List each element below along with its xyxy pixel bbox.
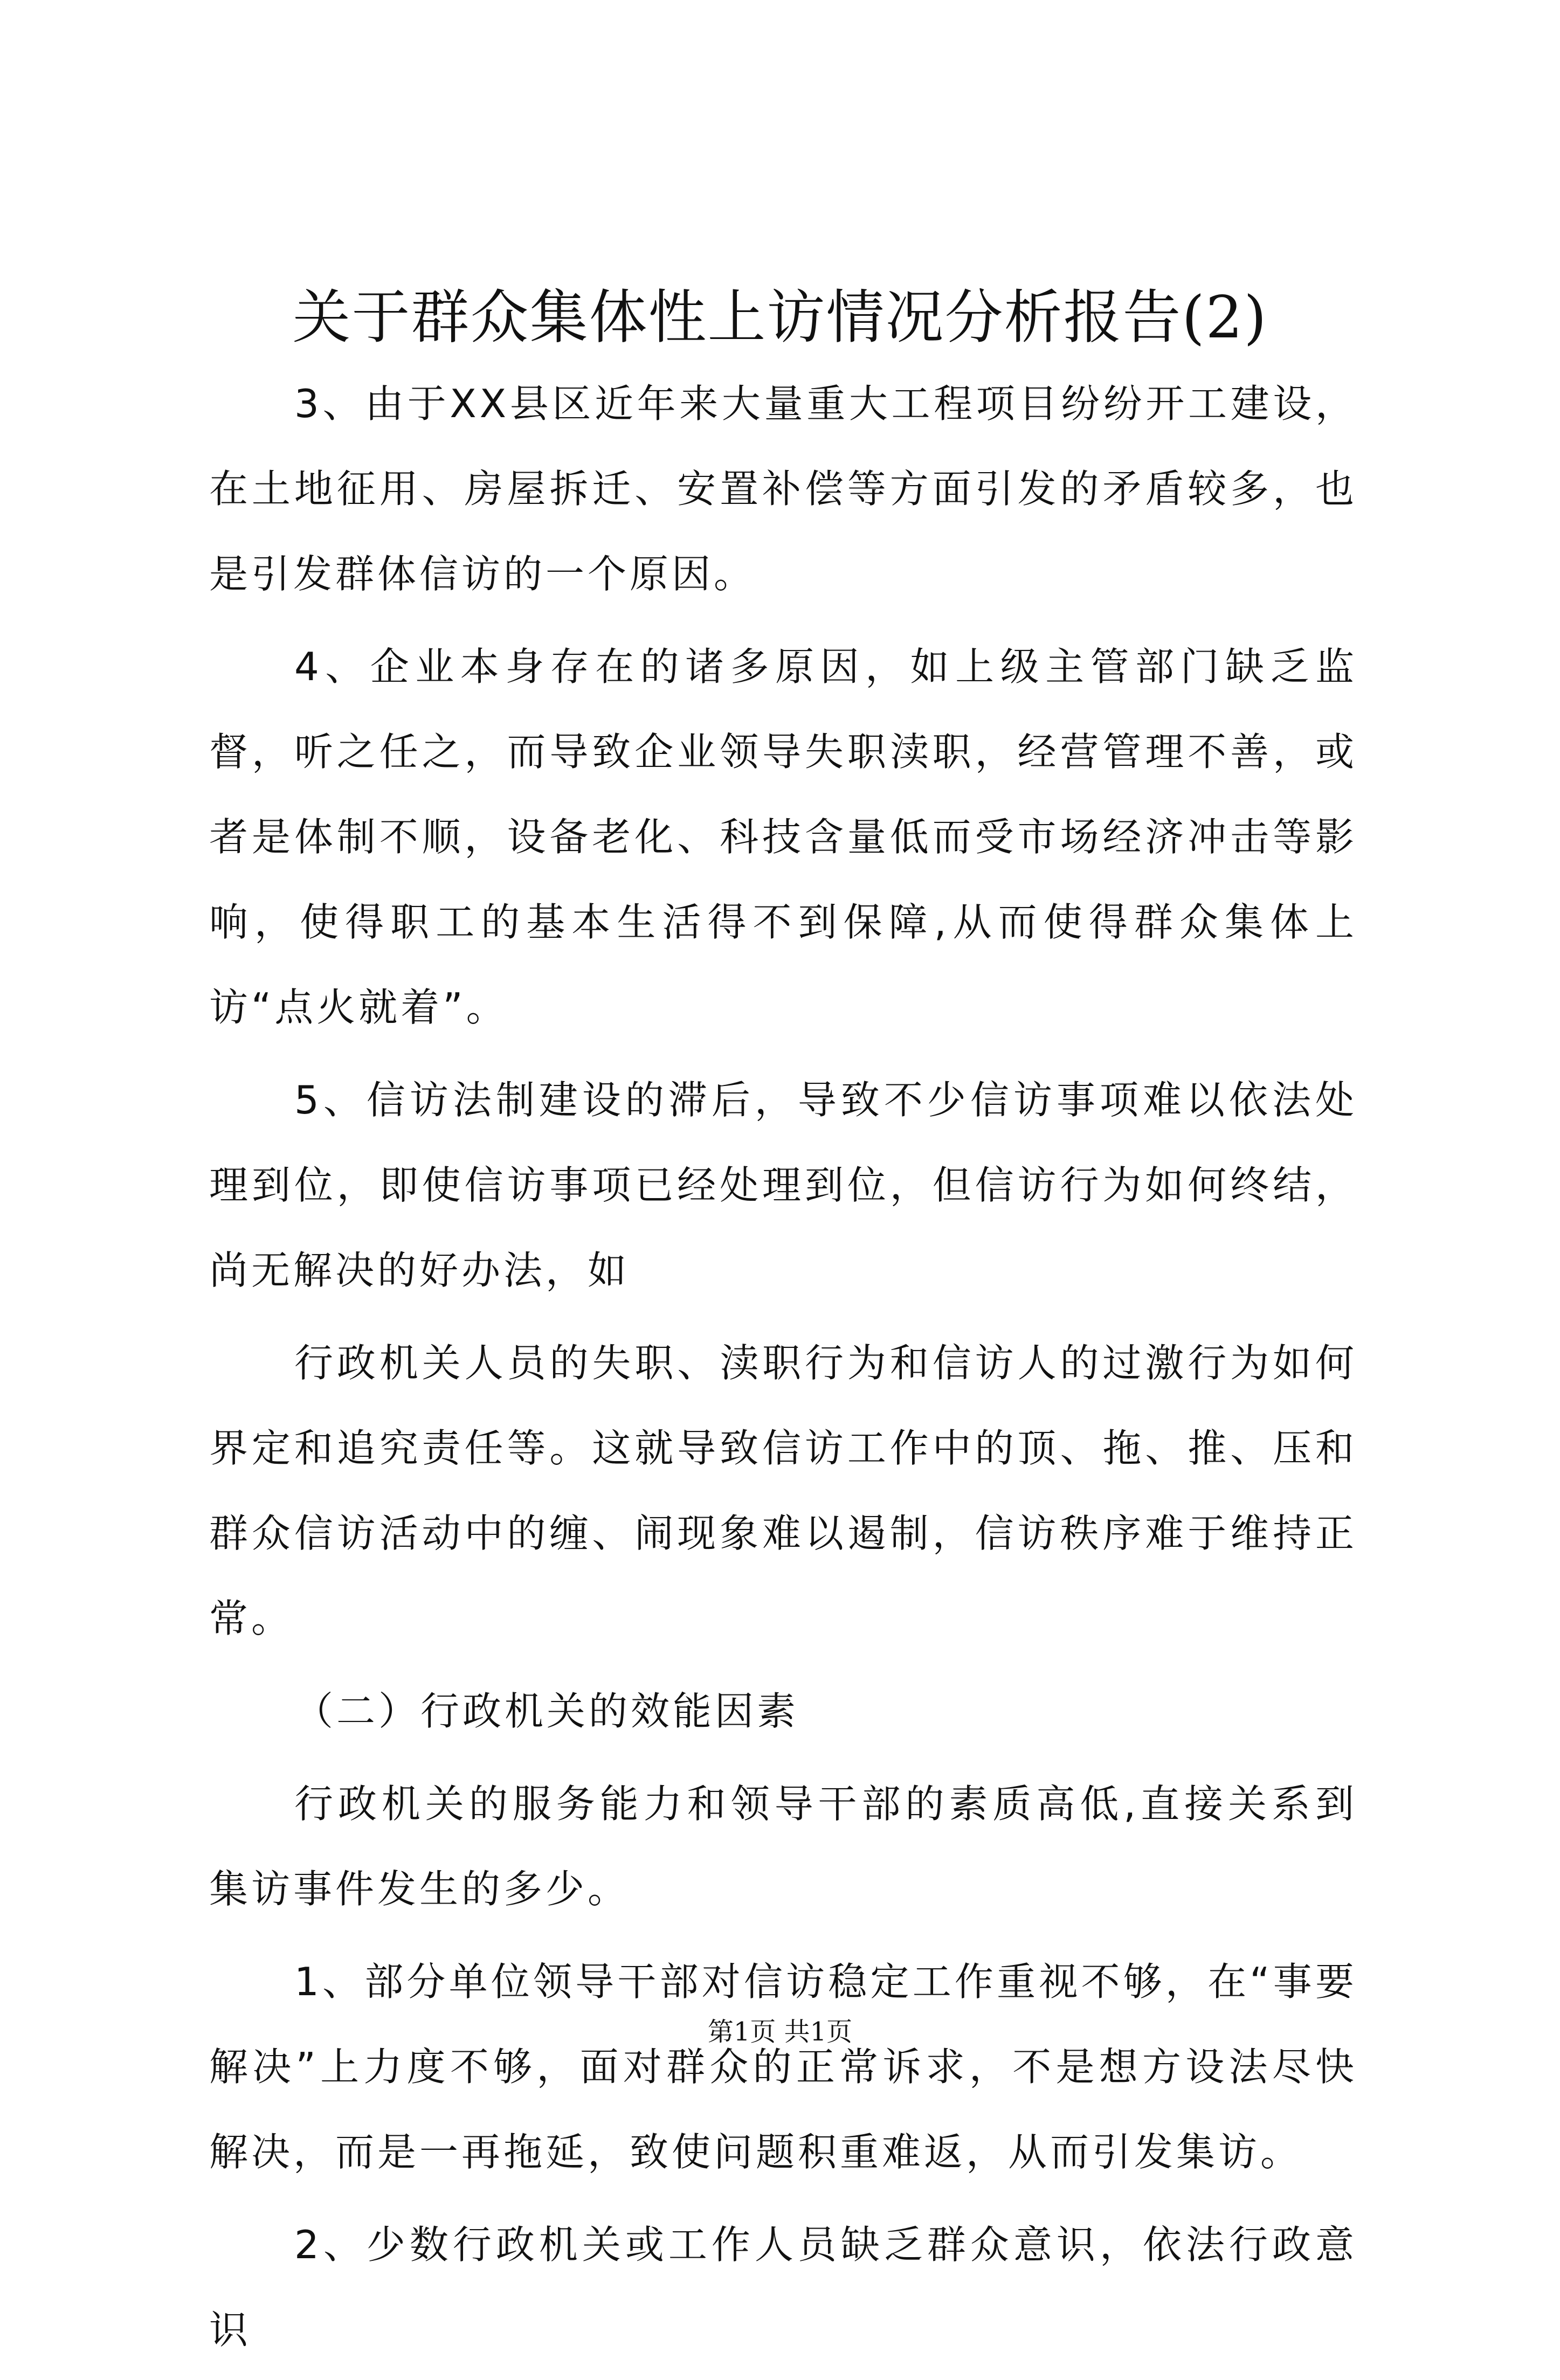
- paragraph-2: 2、少数行政机关或工作人员缺乏群众意识，依法行政意识: [209, 2222, 1357, 2353]
- page-number-footer: 第1页 共1页: [707, 2017, 853, 2047]
- paragraph-1: 1、部分单位领导干部对信访稳定工作重视不够，在“事要解决”上力度不够，面对群众的正常诉求，不是想方设法尽快解决，而是一再拖延，致使问题积重难返，从而引发集访。: [209, 1959, 1357, 2175]
- paragraph-intro: 行政机关的服务能力和领导干部的素质高低,直接关系到集访事件发生的多少。: [209, 1781, 1357, 1912]
- document-title: 关于群众集体性上访情况分析报告(2): [292, 284, 1268, 351]
- paragraph-4: 4、企业本身存在的诸多原因，如上级主管部门缺乏监督，听之任之，而导致企业领导失职渎职，经营管理不善，或者是体制不顺，设备老化、科技含量低而受市场经济冲击等影响，使得职工的基本生活得不到保障,从而使得群众集体上访“点火就着”。: [209, 644, 1357, 1030]
- section-heading: （二）行政机关的效能因素: [294, 1689, 799, 1734]
- paragraph-5: 5、信访法制建设的滞后，导致不少信访事项难以依法处理到位，即使信访事项已经处理到位，但信访行为如何终结，尚无解决的好办法，如: [209, 1077, 1357, 1293]
- paragraph-continuation: 行政机关人员的失职、渎职行为和信访人的过激行为如何界定和追究责任等。这就导致信访工作中的顶、拖、推、压和群众信访活动中的缠、闹现象难以遏制，信访秩序难于维持正常。: [209, 1340, 1357, 1641]
- document-body: [209, 361, 1357, 2380]
- paragraph-3: 3、由于XX县区近年来大量重大工程项目纷纷开工建设，在土地征用、房屋拆迁、安置补偿等方面引发的矛盾较多，也是引发群体信访的一个原因。: [209, 381, 1357, 597]
